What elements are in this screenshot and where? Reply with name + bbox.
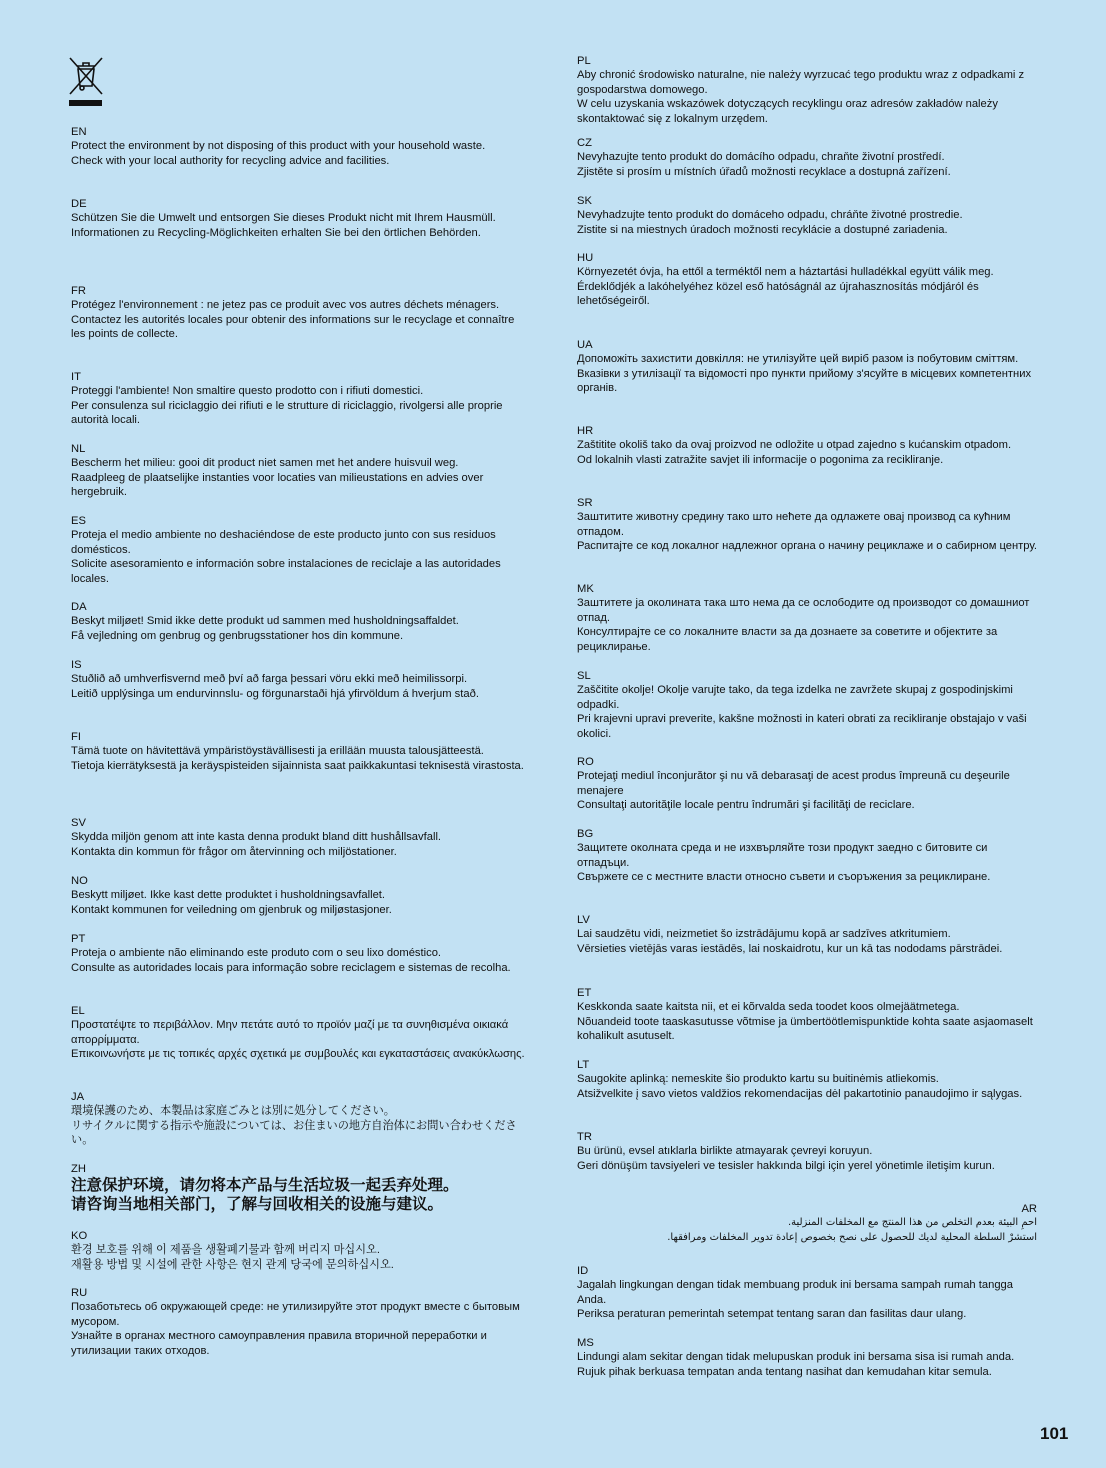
text-line: Zjistěte si prosím u místních úřadů možnosti recyklace a dostupná zařízení. (577, 165, 951, 178)
section-sl (577, 669, 1037, 741)
language-code: TR (577, 1131, 592, 1143)
text-line: Узнайте в органах местного самоуправления правила вторичной переработки и утилизации таких отходов. (71, 1330, 487, 1357)
language-code: LV (577, 914, 590, 926)
section-cz (577, 136, 1037, 179)
language-code: MS (577, 1337, 594, 1349)
section-el (71, 1004, 527, 1062)
section-id (577, 1264, 1037, 1322)
section-mk (577, 582, 1037, 654)
section-nl (71, 442, 527, 500)
text-line: Консултирајте се со локалните власти за да дознаете за советите и објектите за рециклирање. (577, 626, 998, 653)
section-sk (577, 194, 1037, 237)
section-is (71, 658, 527, 701)
text-line: Nevyhazujte tento produkt do domácího odpadu, chraňte životní prostředí. (577, 151, 945, 164)
language-code: LT (577, 1059, 590, 1071)
text-line: Zistite si na miestnych úradoch možnosti recyklácie a dostupné zariadenia. (577, 223, 948, 236)
text-line: Bu ürünü, evsel atıklarla birlikte atmayarak çevreyi koruyun. (577, 1145, 873, 1158)
section-de (71, 197, 527, 240)
text-line: Προστατέψτε το περιβάλλον. Μην πετάτε αυτό το προϊόν μαζί με τα συνηθισμένα οικιακά απορρίμματα. (71, 1019, 509, 1046)
text-line: Protejaţi mediul înconjurător şi nu vă debarasaţi de acest produs împreună cu deşeurile menajere (577, 770, 1010, 797)
text-line: Solicite asesoramiento e información sobre instalaciones de reciclaje a las autoridades locales. (71, 558, 501, 585)
text-line: Consulte as autoridades locais para informação sobre reciclagem e sistemas de recolha. (71, 961, 511, 974)
language-code: PT (71, 933, 86, 945)
language-code: SR (577, 497, 593, 509)
text-line: Protégez l'environnement : ne jetez pas ce produit avec vos autres déchets ménagers. (71, 299, 500, 312)
language-code: ZH (71, 1163, 86, 1175)
section-ro (577, 755, 1037, 813)
crossed-out-wheelie-bin-icon (68, 56, 104, 108)
section-et (577, 986, 1037, 1044)
text-line: Вказівки з утилізації та відомості про пункти прийому з'ясуйте в місцевих компетентних органів. (577, 367, 1032, 395)
text-line: Jagalah lingkungan dengan tidak membuang produk ini bersama sampah rumah tangga Anda. (577, 1279, 1013, 1306)
language-code: HU (577, 252, 594, 264)
language-code: IT (71, 371, 81, 383)
language-code: FR (71, 285, 86, 297)
text-line: Stuðlið að umhverfisvernd með því að farga þessari vöru ekki með heimilissorpi. (71, 673, 468, 686)
text-line: Распитајте се код локалног надлежног органа о начину рециклаже и о сабирном центру. (577, 540, 1037, 553)
text-line: Proteggi l'ambiente! Non smaltire questo prodotto con i rifiuti domestici. (71, 385, 424, 398)
section-it (71, 370, 527, 428)
text-line: Защитете околната среда и не изхвърляйте този продукт заедно с битовите си отпадъци. (577, 842, 988, 869)
text-line: Proteja el medio ambiente no deshaciéndose de este producto junto con sus residuos domésticos. (71, 529, 496, 556)
text-line: Periksa peraturan pemerintah setempat tentang saran dan fasilitas daur ulang. (577, 1308, 967, 1321)
text-line: Informationen zu Recycling-Möglichkeiten erhalten Sie bei den örtlichen Behörden. (71, 226, 481, 239)
language-code: UA (577, 339, 593, 351)
text-line: Nevyhadzujte tento produkt do domáceho odpadu, chráňte životné prostredie. (577, 209, 963, 222)
text-line: احمِ البيئة بعدم التخلص من هذا المنتج مع المخلفات المنزلية. (787, 1217, 1037, 1229)
text-line: 재활용 방법 및 시설에 관한 사항은 현지 관계 당국에 문의하십시오. (71, 1258, 394, 1271)
text-line: 请咨询当地相关部门，了解与回收相关的设施与建议。 (71, 1196, 444, 1214)
text-line: Nõuandeid toote taaskasutusse võtmise ja ümbertöötlemispunktide kohta saate asjaomaselt kohalikult asutuselt. (577, 1015, 1033, 1043)
language-code: ET (577, 987, 592, 999)
text-line: Beskyt miljøet! Smid ikke dette produkt ud sammen med husholdningsaffaldet. (71, 615, 459, 628)
section-sr (577, 496, 1037, 554)
text-line: Raadpleeg de plaatselijke instanties voor locaties van milieustations en advies over hergebruik. (71, 471, 484, 499)
text-line: Od lokalnih vlasti zatražite savjet ili informacije o pogonima za recikliranje. (577, 453, 944, 466)
text-line: リサイクルに関する指示や施設については、お住まいの地方自治体にお問い合わせください。 (71, 1119, 517, 1147)
language-code: NO (71, 875, 88, 887)
section-lv (577, 913, 1037, 956)
text-line: Aby chronić środowisko naturalne, nie należy wyrzucać tego produktu wraz z odpadkami z gospodarstwa domowego. (577, 69, 1025, 96)
text-line: Tietoja kierrätyksestä ja keräyspisteiden sijainnista saat paikkakuntasi teknisestä virastosta. (71, 759, 524, 772)
text-line: Proteja o ambiente não eliminando este produto com o seu lixo doméstico. (71, 947, 442, 960)
text-line: Leitið upplýsinga um endurvinnslu- og förgunarstaði hjá yfirvöldum á hverjum stað. (71, 687, 479, 700)
language-code: MK (577, 583, 594, 595)
language-code: ES (71, 515, 86, 527)
text-line: Få vejledning om genbrug og genbrugsstationer hos din kommune. (71, 629, 404, 642)
section-bg (577, 827, 1037, 885)
section-hr (577, 424, 1037, 467)
section-lt (577, 1058, 1037, 1101)
section-ua (577, 338, 1037, 396)
section-ru (71, 1286, 527, 1358)
language-code: DE (71, 198, 87, 210)
section-ar (577, 1202, 1037, 1245)
text-line: Позаботьтесь об окружающей среде: не утилизируйте этот продукт вместе с бытовым мусором. (71, 1301, 520, 1328)
text-line: Vērsieties vietējās varas iestādēs, lai noskaidrotu, kur un kā tas nododams pārstrādei. (577, 942, 1003, 955)
section-en (71, 125, 527, 168)
section-fr (71, 284, 527, 342)
text-line: Consultaţi autorităţile locale pentru îndrumări şi facilităţi de reciclare. (577, 799, 915, 812)
language-code: RO (577, 756, 594, 768)
text-line: Schützen Sie die Umwelt und entsorgen Sie dieses Produkt nicht mit Ihrem Hausmüll. (71, 212, 496, 225)
text-line: 환경 보호를 위해 이 제품을 생활폐기물과 함께 버리지 마십시오. (71, 1244, 380, 1257)
section-tr (577, 1130, 1037, 1173)
text-line: Geri dönüşüm tavsiyeleri ve tesisler hakkında bilgi için yerel yönetimle iletişim kurun. (577, 1159, 995, 1172)
text-line: Lindungi alam sekitar dengan tidak melupuskan produk ini bersama sisa isi rumah anda. (577, 1351, 1015, 1364)
section-no (71, 874, 527, 917)
language-code: ID (577, 1265, 589, 1277)
section-fi (71, 730, 527, 773)
language-code: HR (577, 425, 594, 437)
language-code: IS (71, 659, 82, 671)
text-line: Επικοινωνήστε με τις τοπικές αρχές σχετικά με συμβουλές και εγκαταστάσεις ανακύκλωσης. (71, 1048, 525, 1061)
text-line: Beskytt miljøet. Ikke kast dette produktet i husholdningsavfallet. (71, 889, 386, 902)
text-line: Zaščitite okolje! Okolje varujte tako, da tega izdelka ne zavržete skupaj z gospodinjskimi odpadki. (577, 684, 1013, 711)
language-code: DA (71, 601, 87, 613)
text-line: Свържете се с местните власти относно съвети и съоръжения за рециклиране. (577, 871, 991, 884)
text-line: Skydda miljön genom att inte kasta denna produkt bland ditt hushållsavfall. (71, 831, 442, 844)
section-zh (71, 1162, 527, 1214)
text-line: Bescherm het milieu: gooi dit product niet samen met het andere huisvuil weg. (71, 457, 459, 470)
text-line: Kontakta din kommun för frågor om återvinning och miljöstationer. (71, 845, 397, 858)
section-ko (71, 1229, 527, 1272)
language-code: PL (577, 55, 591, 67)
language-code: FI (71, 731, 81, 743)
section-es (71, 514, 527, 586)
section-pl (577, 54, 1037, 126)
language-code: SV (71, 817, 86, 829)
language-code: NL (71, 443, 86, 455)
language-code: SK (577, 195, 592, 207)
text-line: 注意保护环境，请勿将本产品与生活垃圾一起丢弃处理。 (71, 1177, 459, 1195)
language-code: CZ (577, 137, 592, 149)
section-hu (577, 251, 1037, 309)
language-code: AR (1021, 1203, 1037, 1215)
text-line: Rujuk pihak berkuasa tempatan anda tentang nasihat dan kemudahan kitar semula. (577, 1365, 992, 1378)
text-line: Tämä tuote on hävitettävä ympäristöystävällisesti ja erillään muusta talousjätteestä. (71, 745, 484, 758)
text-line: Заштитите животну средину тако што нећете да одлажете овај производ са кућним отпадом. (577, 511, 1011, 538)
language-code: EN (71, 126, 87, 138)
text-line: Saugokite aplinką: nemeskite šio produkto kartu su buitinėmis atliekomis. (577, 1073, 939, 1086)
text-line: Protect the environment by not disposing of this product with your household waste. (71, 140, 486, 153)
text-line: استشرْ السلطة المحلية لديك للحصول على نصح بخصوص إعادة تدوير المخلفات ومرافقها. (667, 1231, 1037, 1243)
language-code: KO (71, 1230, 88, 1242)
text-line: Lai saudzētu vidi, neizmetiet šo izstrādājumu kopā ar sadzīves atkritumiem. (577, 928, 951, 941)
text-line: Допоможіть захистити довкілля: не утилізуйте цей виріб разом із побутовим сміттям. (577, 353, 1019, 366)
text-line: Check with your local authority for recycling advice and facilities. (71, 154, 390, 167)
section-pt (71, 932, 527, 975)
text-line: Per consulenza sul riciclaggio dei rifiuti e le strutture di riciclaggio, rivolgersi alle proprie autorità locali. (71, 399, 503, 427)
text-line: Környezetét óvja, ha ettől a terméktől nem a háztartási hulladékkal együtt válik meg. (577, 266, 994, 279)
text-line: Zaštitite okoliš tako da ovaj proizvod ne odložite u otpad zajedno s kućanskim otpadom. (577, 439, 1012, 452)
section-ja (71, 1090, 527, 1148)
text-line: W celu uzyskania wskazówek dotyczących recyklingu oraz adresów zakładów należy skontaktować się z lokalnym urzędem. (577, 98, 998, 125)
section-da (71, 600, 527, 643)
page-number: 101 (1040, 1424, 1069, 1443)
language-code: JA (71, 1091, 85, 1103)
text-line: Atsižvelkite į savo vietos valdžios rekomendacijas dėl pakartotinio panaudojimo ir sąlygas. (577, 1087, 1023, 1100)
text-line: Érdeklődjék a lakóhelyéhez közel eső hatóságnál az újrahasznosítás módjáról és lehetőségeiről. (577, 280, 979, 308)
text-line: Pri krajevni upravi preverite, kakšne možnosti in kateri obrati za recikliranje obstajajo v vaši okolici. (577, 713, 1027, 740)
language-code: EL (71, 1005, 85, 1017)
language-code: SL (577, 670, 591, 682)
text-line: Keskkonda saate kaitsta nii, et ei kõrvalda seda toodet koos olmejäätmetega. (577, 1001, 960, 1014)
text-line: 環境保護のため、本製品は家庭ごみとは別に処分してください。 (71, 1105, 395, 1118)
text-line: Kontakt kommunen for veiledning om gjenbruk og miljøstasjoner. (71, 903, 392, 916)
section-ms (577, 1336, 1037, 1379)
language-code: BG (577, 828, 594, 840)
text-line: Заштитете ја околината така што нема да се ослободите од производот со домашниот отпад. (577, 597, 1030, 624)
language-code: RU (71, 1287, 88, 1299)
section-sv (71, 816, 527, 859)
text-line: Contactez les autorités locales pour obtenir des informations sur le recyclage et connaître les points de collecte. (71, 313, 515, 341)
